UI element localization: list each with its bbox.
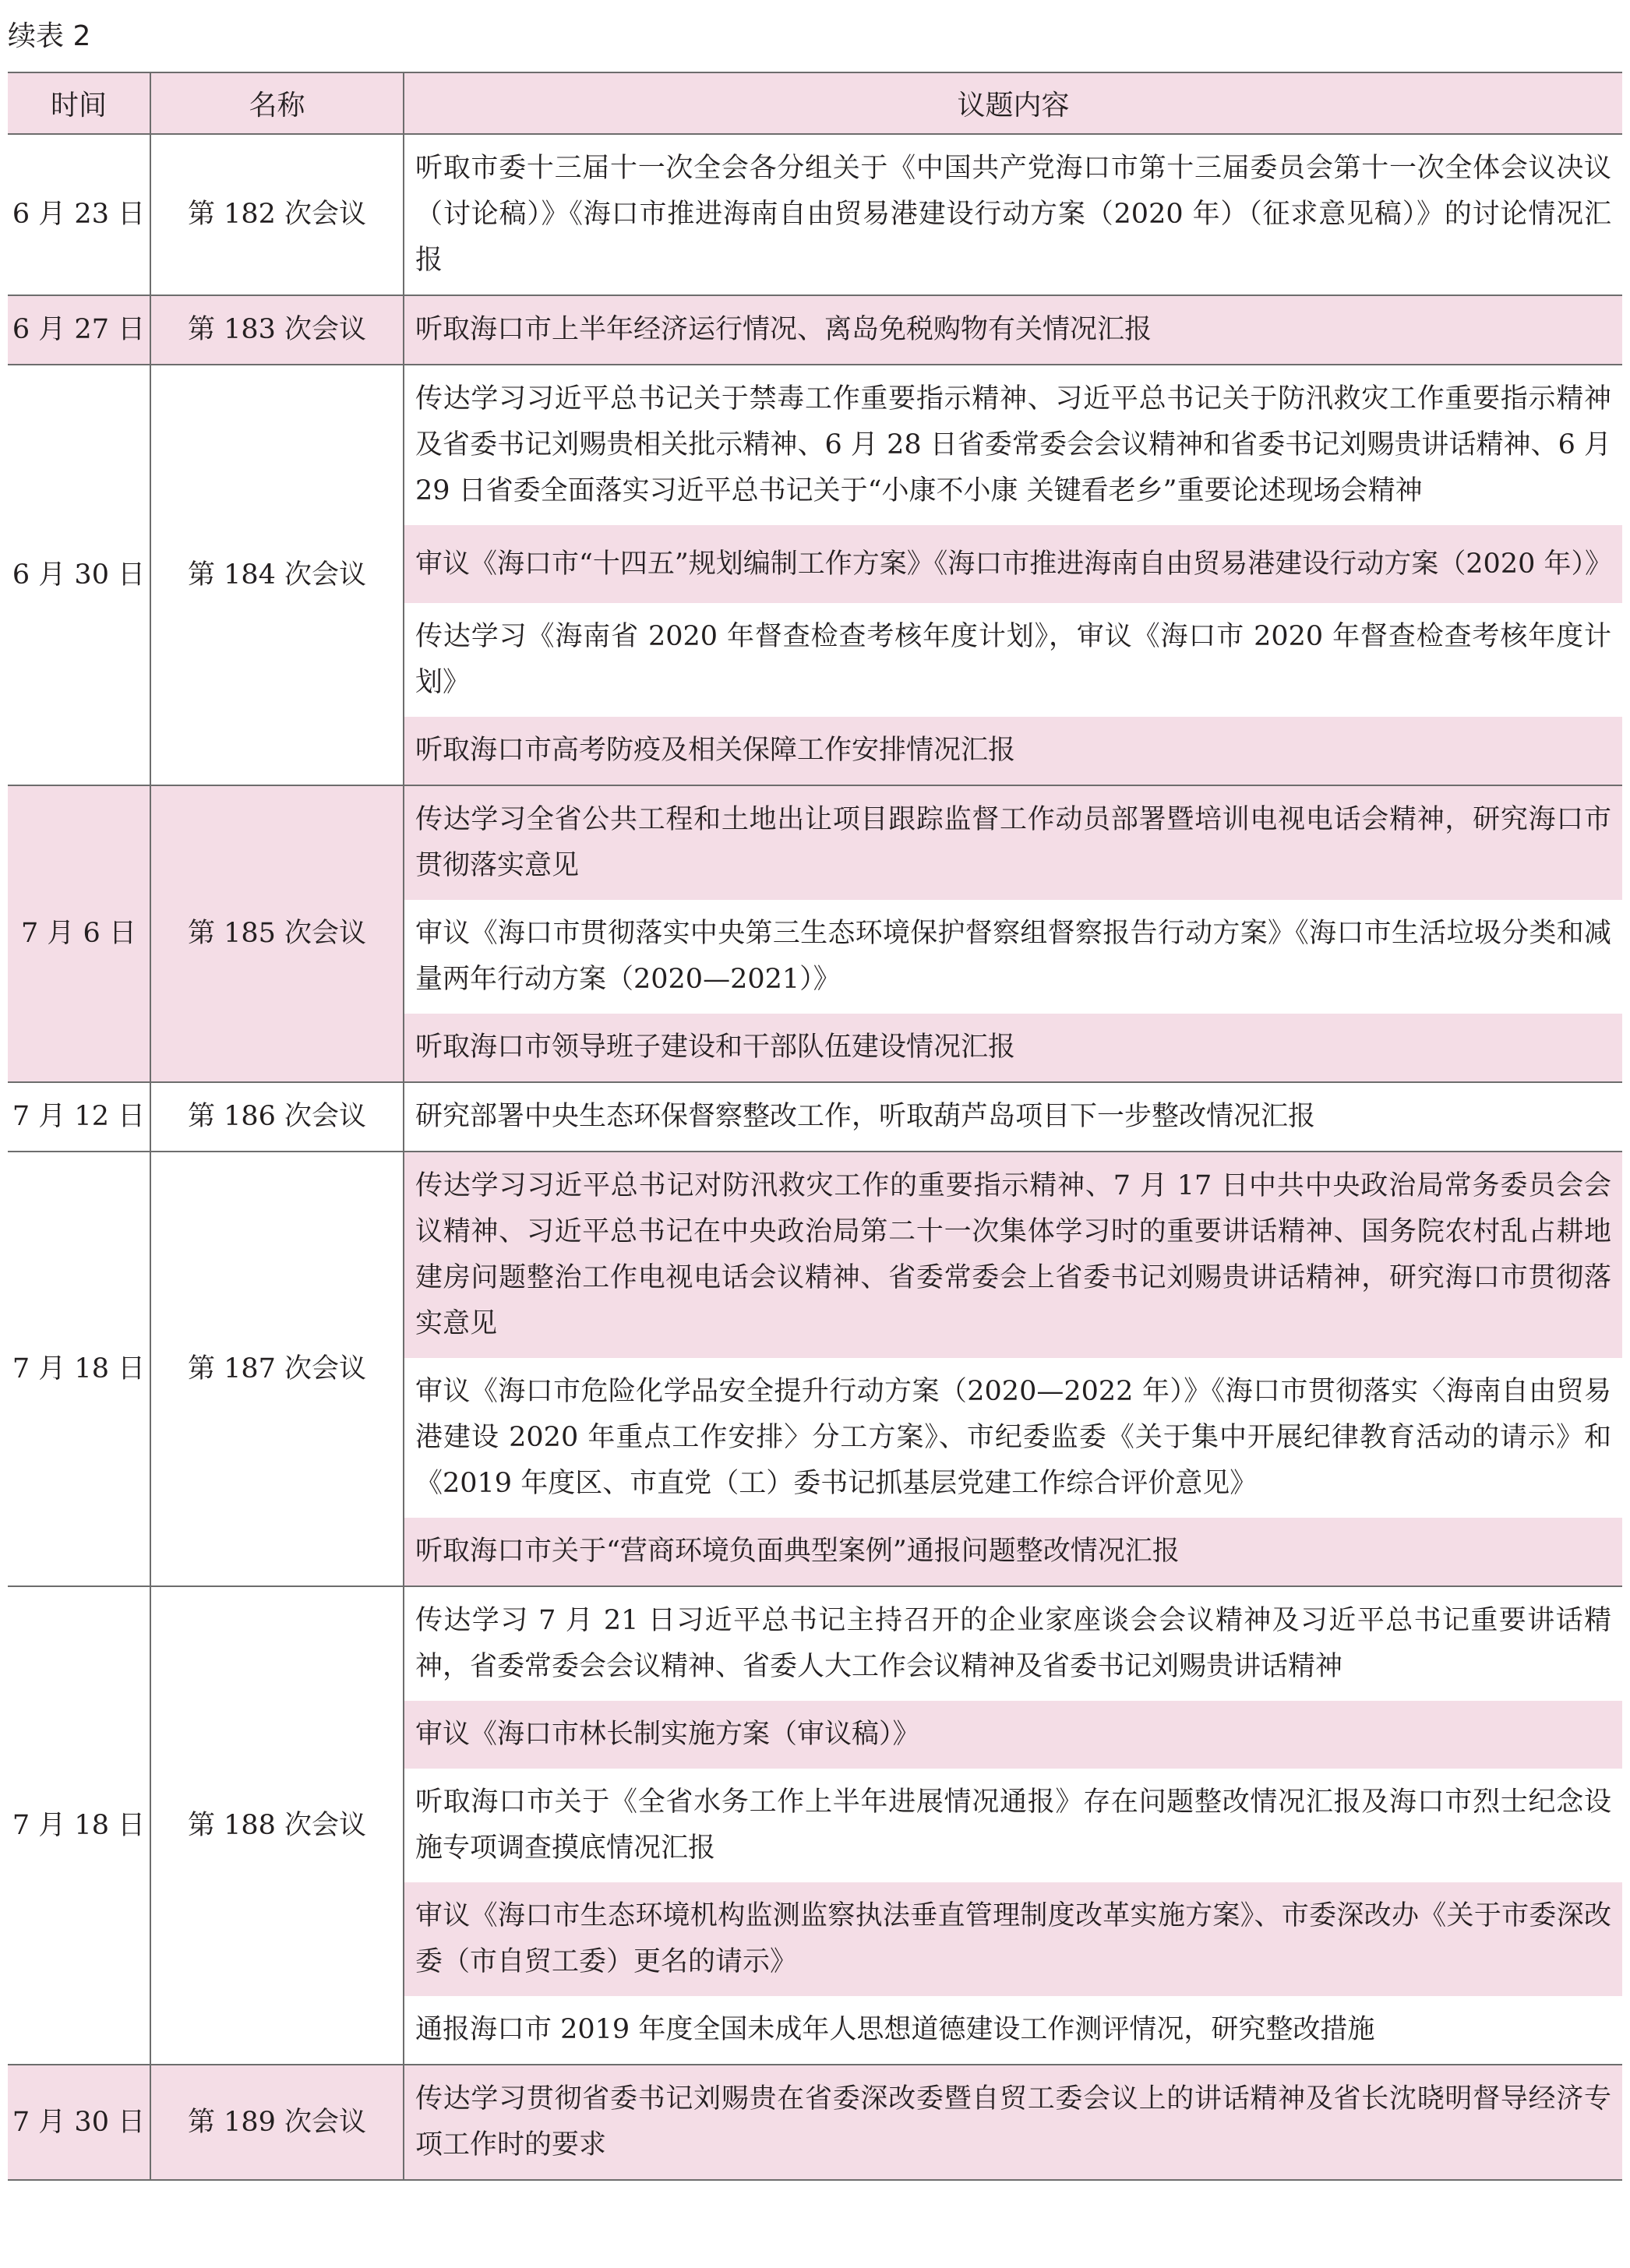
table-row — [8, 2065, 1622, 2180]
agenda-item: 听取海口市高考防疫及相关保障工作安排情况汇报 — [404, 717, 1622, 785]
agenda-item: 审议《海口市生态环境机构监测监察执法垂直管理制度改革实施方案》、市委深改办《关于市委深改委（市自贸工委）更名的请示》 — [404, 1882, 1622, 1996]
table-row — [8, 295, 1622, 365]
agenda-item: 传达学习全省公共工程和土地出让项目跟踪监督工作动员部署暨培训电视电话会精神，研究海口市贯彻落实意见 — [404, 785, 1622, 900]
agenda-item: 传达学习《海南省 2020 年督查检查考核年度计划》，审议《海口市 2020 年督查检查考核年度计划》 — [404, 603, 1622, 717]
meeting-date: 7 月 18 日 — [8, 1586, 150, 2065]
agenda-item: 审议《海口市贯彻落实中央第三生态环境保护督察组督察报告行动方案》《海口市生活垃圾分类和减量两年行动方案（2020—2021）》 — [404, 900, 1622, 1014]
agenda-item: 传达学习 7 月 21 日习近平总书记主持召开的企业家座谈会会议精神及习近平总书记重要讲话精神，省委常委会会议精神、省委人大工作会议精神及省委书记刘赐贵讲话精神 — [404, 1586, 1622, 1701]
agenda-item: 听取市委十三届十一次全会各分组关于《中国共产党海口市第十三届委员会第十一次全体会议决议（讨论稿）》《海口市推进海南自由贸易港建设行动方案（2020 年）（征求意见稿）》的讨论情况汇报 — [404, 134, 1622, 295]
meeting-date: 7 月 30 日 — [8, 2065, 150, 2180]
agenda-item: 审议《海口市林长制实施方案（审议稿）》 — [404, 1701, 1622, 1769]
meeting-name: 第 185 次会议 — [150, 785, 404, 1082]
meeting-date: 7 月 12 日 — [8, 1082, 150, 1152]
meeting-name: 第 187 次会议 — [150, 1152, 404, 1586]
meeting-name: 第 189 次会议 — [150, 2065, 404, 2180]
agenda-item: 审议《海口市“十四五”规划编制工作方案》《海口市推进海南自由贸易港建设行动方案（2020 年）》 — [404, 525, 1622, 603]
table-row — [8, 365, 1622, 525]
meeting-name: 第 188 次会议 — [150, 1586, 404, 2065]
meeting-date: 6 月 27 日 — [8, 295, 150, 365]
meeting-date: 7 月 18 日 — [8, 1152, 150, 1586]
agenda-item: 听取海口市关于“营商环境负面典型案例”通报问题整改情况汇报 — [404, 1518, 1622, 1586]
agenda-item: 听取海口市关于《全省水务工作上半年进展情况通报》存在问题整改情况汇报及海口市烈士纪念设施专项调查摸底情况汇报 — [404, 1769, 1622, 1882]
meeting-date: 7 月 6 日 — [8, 785, 150, 1082]
meeting-name: 第 186 次会议 — [150, 1082, 404, 1152]
meeting-name: 第 184 次会议 — [150, 365, 404, 785]
header-name: 名称 — [150, 72, 404, 134]
agenda-item: 审议《海口市危险化学品安全提升行动方案（2020—2022 年）》《海口市贯彻落实〈海南自由贸易港建设 2020 年重点工作安排〉分工方案》、市纪委监委《关于集中开展纪律教育活动的请示》和《2019 年度区、市直党（工）委书记抓基层党建工作综合评价意见》 — [404, 1358, 1622, 1518]
meetings-table — [8, 72, 1622, 2181]
meeting-name: 第 182 次会议 — [150, 134, 404, 295]
table-row — [8, 134, 1622, 295]
header-date: 时间 — [8, 72, 150, 134]
agenda-item: 通报海口市 2019 年度全国未成年人思想道德建设工作测评情况，研究整改措施 — [404, 1996, 1622, 2065]
header-content: 议题内容 — [404, 72, 1622, 134]
table-header-row — [8, 72, 1622, 134]
table-caption: 续表 2 — [8, 20, 91, 52]
meeting-name: 第 183 次会议 — [150, 295, 404, 365]
agenda-item: 传达学习贯彻省委书记刘赐贵在省委深改委暨自贸工委会议上的讲话精神及省长沈晓明督导经济专项工作时的要求 — [404, 2065, 1622, 2180]
agenda-item: 听取海口市领导班子建设和干部队伍建设情况汇报 — [404, 1014, 1622, 1082]
agenda-item: 传达学习习近平总书记对防汛救灾工作的重要指示精神、7 月 17 日中共中央政治局常务委员会会议精神、习近平总书记在中央政治局第二十一次集体学习时的重要讲话精神、国务院农村乱占耕地建房问题整治工作电视电话会议精神、省委常委会上省委书记刘赐贵讲话精神，研究海口市贯彻落实意见 — [404, 1152, 1622, 1358]
agenda-item: 听取海口市上半年经济运行情况、离岛免税购物有关情况汇报 — [404, 295, 1622, 365]
table-row — [8, 1152, 1622, 1358]
table-row — [8, 1586, 1622, 1701]
agenda-item: 传达学习习近平总书记关于禁毒工作重要指示精神、习近平总书记关于防汛救灾工作重要指示精神及省委书记刘赐贵相关批示精神、6 月 28 日省委常委会会议精神和省委书记刘赐贵讲话精神、6 月 29 日省委全面落实习近平总书记关于“小康不小康 关键看老乡”重要论述现场会精神 — [404, 365, 1622, 525]
agenda-item: 研究部署中央生态环保督察整改工作，听取葫芦岛项目下一步整改情况汇报 — [404, 1082, 1622, 1152]
table-body — [8, 134, 1622, 2180]
meeting-date: 6 月 23 日 — [8, 134, 150, 295]
meeting-date: 6 月 30 日 — [8, 365, 150, 785]
table-row — [8, 785, 1622, 900]
table-row — [8, 1082, 1622, 1152]
